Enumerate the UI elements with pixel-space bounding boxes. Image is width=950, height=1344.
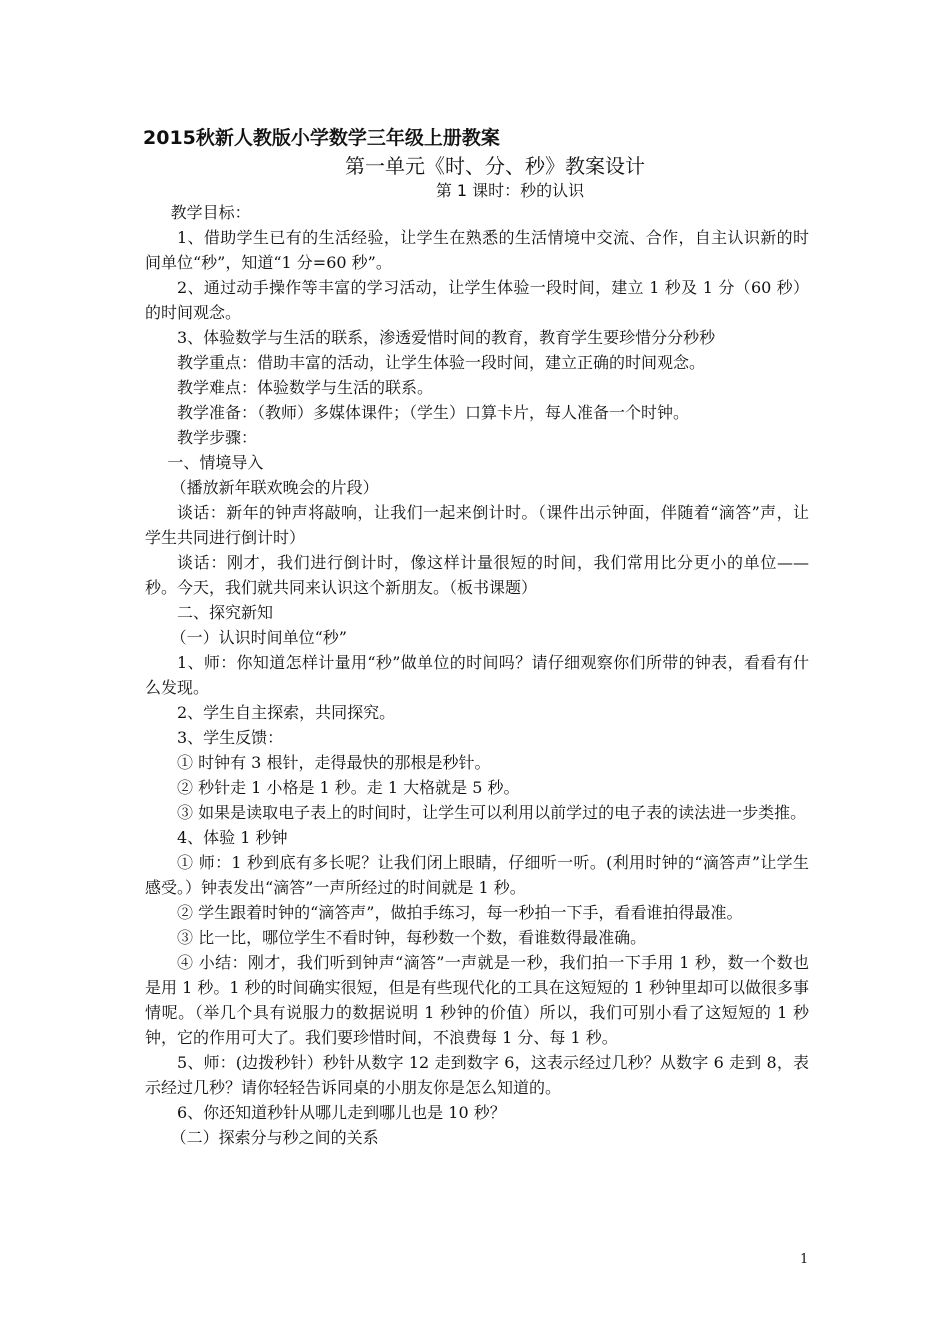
list-item: ① 时钟有 3 根针，走得最快的那根是秒针。 [177, 753, 491, 772]
paragraph: 教学目标： [170, 203, 251, 222]
paragraph: 1、师：你知道怎样计量用“秒”做单位的时间吗？请仔细观察你们所带的钟表，看看有什么发现。 [145, 653, 809, 697]
list-item: ① 师：1 秒到底有多长呢？让我们闭上眼睛，仔细听一听。(利用时钟的“滴答声”让学生感受。）钟表发出“滴答”一声所经过的时间就是 1 秒。 [145, 853, 809, 897]
paragraph: 谈话：新年的钟声将敲响，让我们一起来倒计时。（课件出示钟面，伴随着“滴答”声，让学生共同进行倒计时） [145, 503, 809, 547]
paragraph: 3、学生反馈： [177, 728, 284, 747]
document-title: 2015秋新人教版小学数学三年级上册教案 [143, 127, 500, 149]
paragraph: 4、体验 1 秒钟 [177, 828, 288, 847]
paragraph: 教学重点：借助丰富的活动，让学生体验一段时间，建立正确的时间观念。 [177, 353, 706, 372]
subsection-heading: （二）探索分与秒之间的关系 [170, 1128, 379, 1147]
list-item: ④ 小结：刚才，我们听到钟声“滴答”一声就是一秒，我们拍一下手用 1 秒，数一个数也是用 1 秒。1 秒的时间确实很短，但是有些现代化的工具在这短短的 1 秒钟里却可以做很多事情呢。（举几个具有说服力的数据说明 1 秒钟的价值）所以，我们可别小看了这短短的 1 秒钟，它的作用可大了。我们要珍惜时间，不浪费每 1 分、每 1 秒。 [145, 953, 809, 1047]
paragraph: 2、通过动手操作等丰富的学习活动，让学生体验一段时间，建立 1 秒及 1 分（60 秒）的时间观念。 [145, 278, 809, 322]
paragraph: 5、师：(边拨秒针）秒针从数字 12 走到数字 6，这表示经过几秒？从数字 6 走到 8，表示经过几秒？请你轻轻告诉同桌的小朋友你是怎么知道的。 [145, 1053, 809, 1097]
subsection-heading: （一）认识时间单位“秒” [170, 628, 347, 647]
section-heading: 二、探究新知 [177, 603, 274, 622]
paragraph: 谈话：刚才，我们进行倒计时，像这样计量很短的时间，我们常用比分更小的单位——秒。今天，我们就共同来认识这个新朋友。（板书课题） [145, 553, 809, 597]
paragraph: 2、学生自主探索，共同探究。 [177, 703, 396, 722]
list-item: ② 秒针走 1 小格是 1 秒。走 1 大格就是 5 秒。 [177, 778, 520, 797]
list-item: ③ 如果是读取电子表上的时间时，让学生可以利用以前学过的电子表的读法进一步类推。 [177, 803, 807, 822]
paragraph: 6、你还知道秒针从哪儿走到哪儿也是 10 秒？ [177, 1103, 506, 1122]
paragraph: 教学准备：（教师）多媒体课件；（学生）口算卡片，每人准备一个时钟。 [177, 403, 690, 422]
list-item: ③ 比一比，哪位学生不看时钟，每秒数一个数，看谁数得最准确。 [177, 928, 647, 947]
section-heading: 一、情境导入 [167, 453, 264, 472]
unit-title: 第一单元《时、分、秒》教案设计 [345, 154, 645, 178]
paragraph: （播放新年联欢晚会的片段） [170, 478, 379, 497]
list-item: ② 学生跟着时钟的“滴答声”，做拍手练习，每一秒拍一下手，看看谁拍得最准。 [177, 903, 743, 922]
paragraph: 1、借助学生已有的生活经验，让学生在熟悉的生活情境中交流、合作，自主认识新的时间单位“秒”，知道“1 分=60 秒”。 [145, 228, 809, 272]
paragraph: 教学步骤： [177, 428, 258, 447]
page-number: 1 [800, 1252, 809, 1267]
paragraph: 3、体验数学与生活的联系，渗透爱惜时间的教育，教育学生要珍惜分分秒秒 [177, 328, 716, 347]
paragraph: 教学难点：体验数学与生活的联系。 [177, 378, 434, 397]
document-body [145, 200, 809, 1150]
lesson-title: 第 1 课时：秒的认识 [435, 181, 585, 200]
